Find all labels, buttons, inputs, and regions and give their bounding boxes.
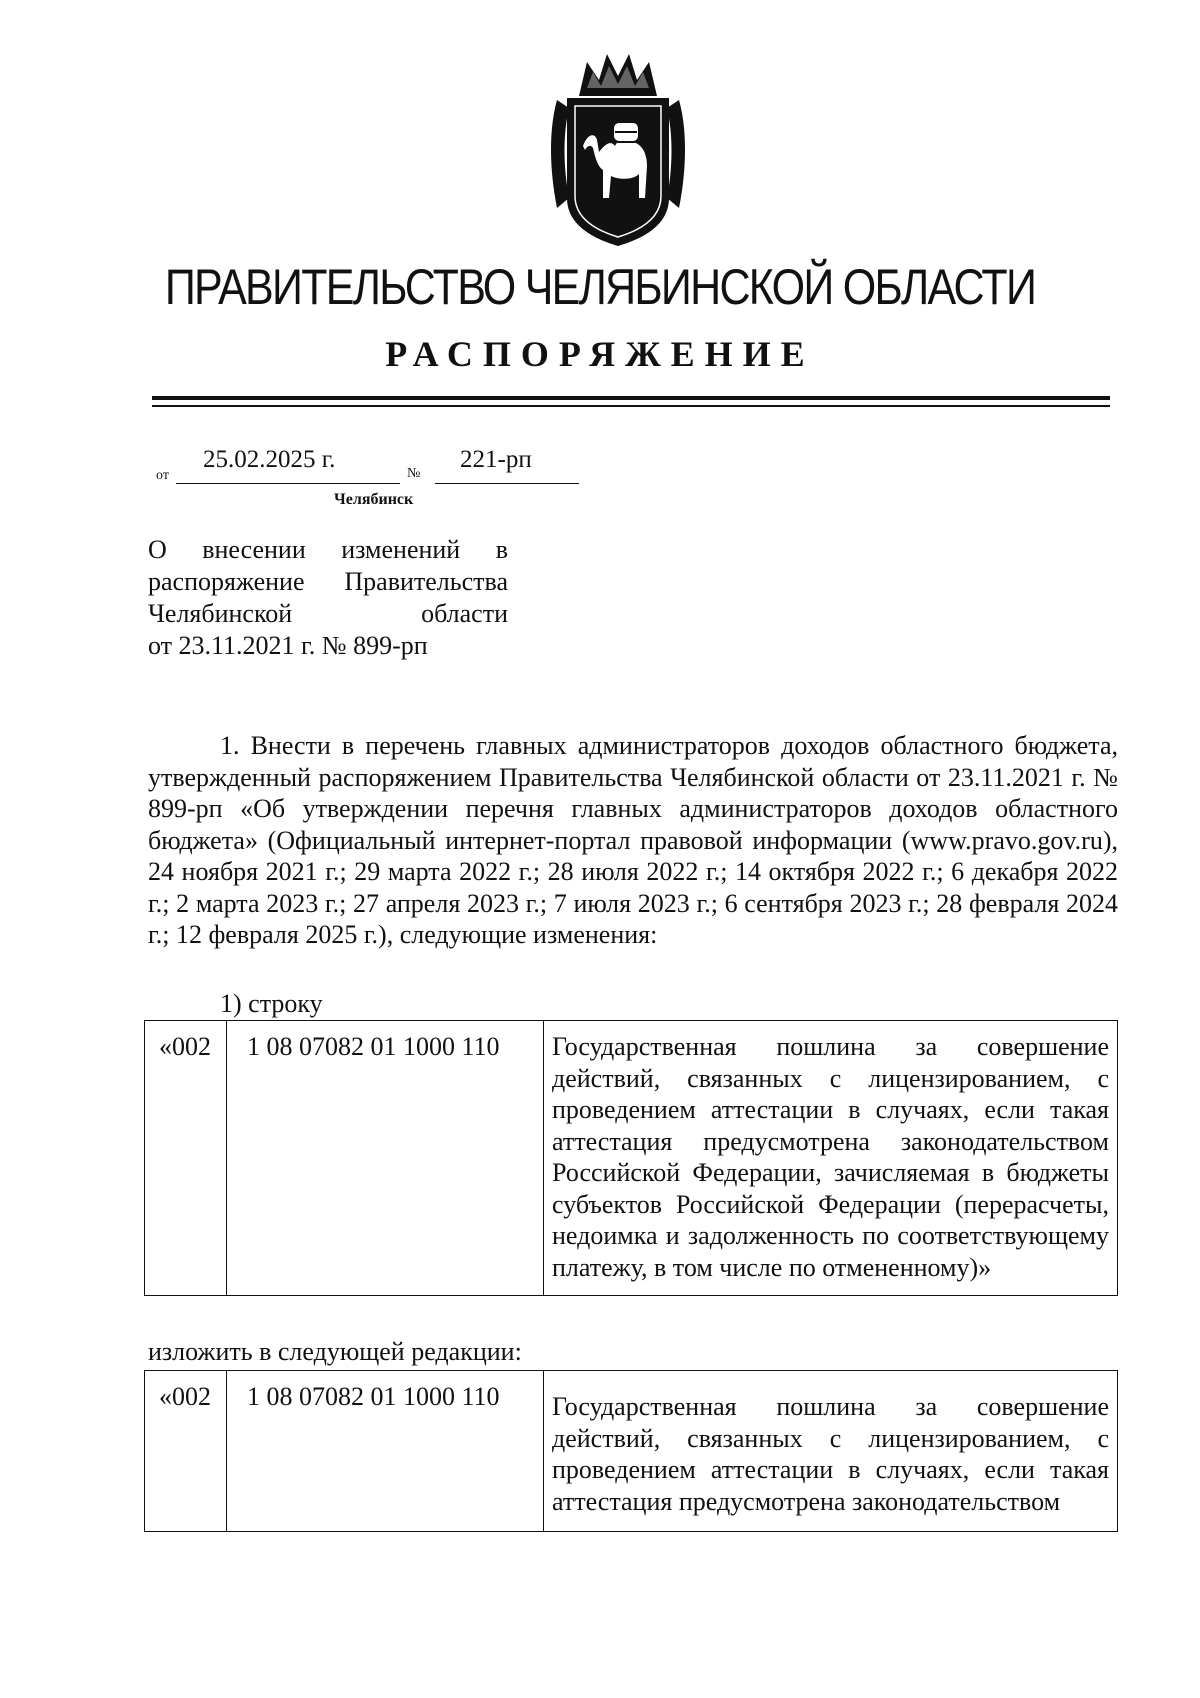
new-row-table — [144, 1370, 1118, 1532]
document-type-title: РАСПОРЯЖЕНИЕ — [385, 334, 815, 374]
header-rule-thin — [152, 405, 1110, 407]
document-subject — [148, 534, 508, 662]
admin-code-cell: «002 — [145, 1371, 227, 1532]
from-label: от — [156, 468, 169, 483]
table-row — [145, 1021, 1118, 1296]
admin-code-cell: «002 — [145, 1021, 227, 1296]
paragraph-1: 1. Внести в перечень главных администраторов доходов областного бюджета, утвержденный распоряжением Правительства Челябинской области от 23.11.2021 г. № 899-рп «Об утверждении перечня главных администраторов доходов областного бюджета» (Официальный интернет-портал правовой информации (www.pravo.gov.ru), 24 ноября 2021 г.; 29 марта 2022 г.; 28 июля 2022 г.; 14 октября 2022 г.; 6 декабря 2022 г.; 2 марта 2023 г.; 27 апреля 2023 г.; 7 июля 2023 г.; 6 сентября 2023 г.; 28 февраля 2024 г.; 12 февраля 2025 г.), следующие изменения: — [148, 731, 1118, 949]
table-row — [145, 1371, 1118, 1532]
header-rule-thick — [152, 396, 1110, 400]
revenue-name-cell: Государственная пошлина за совершение действий, связанных с лицензированием, с проведением аттестации в случаях, если такая аттестация предусмотрена законодательством — [544, 1371, 1118, 1532]
document-number: 221-рп — [460, 446, 532, 473]
subject-line: распоряжение Правительства — [148, 567, 508, 596]
revenue-name-cell: Государственная пошлина за совершение действий, связанных с лицензированием, с проведением аттестации в случаях, если такая аттестация предусмотрена законодательством Российской Федерации, зачисляемая в бюджеты субъектов Российской Федерации (перерасчеты, недоимка и задолженность по соответствующему платежу, в том числе по отмененному)» — [544, 1021, 1118, 1296]
kbk-code-cell: 1 08 07082 01 1000 110 — [227, 1021, 544, 1296]
city-name: Челябинск — [334, 491, 414, 508]
number-label: № — [407, 466, 421, 481]
old-row-table — [144, 1020, 1118, 1296]
number-underline — [435, 483, 579, 484]
item-1-intro: 1) строку — [220, 989, 323, 1018]
item-1-transition: изложить в следующей редакции: — [148, 1337, 522, 1366]
date-underline — [176, 483, 400, 484]
subject-line: О внесении изменений в — [148, 535, 508, 564]
coat-of-arms-icon — [549, 48, 687, 248]
subject-line: Челябинской области — [148, 599, 508, 628]
document-date: 25.02.2025 г. — [203, 446, 336, 473]
organization-title: ПРАВИТЕЛЬСТВО ЧЕЛЯБИНСКОЙ ОБЛАСТИ — [164, 259, 1036, 315]
kbk-code-cell: 1 08 07082 01 1000 110 — [227, 1371, 544, 1532]
subject-line: от 23.11.2021 г. № 899-рп — [148, 631, 428, 660]
